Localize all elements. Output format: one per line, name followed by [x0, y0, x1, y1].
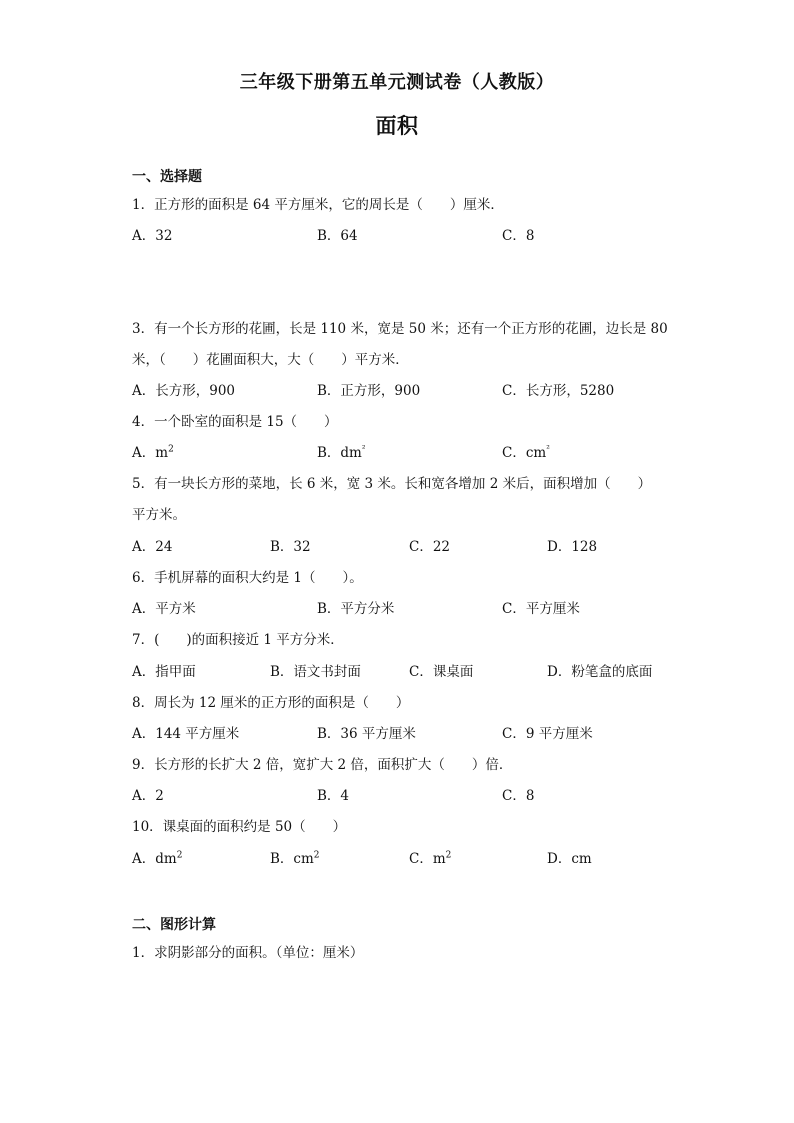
option-a: A．平方米	[132, 601, 196, 617]
question-7-options	[132, 660, 732, 680]
option-c: C．22	[409, 539, 451, 555]
question-8-options	[132, 722, 732, 742]
superscript-2: ²	[546, 444, 550, 455]
question-7-stem: 7．( )的面积接近 1 平方分米．	[132, 632, 344, 648]
option-b: B．语文书封面	[270, 664, 361, 680]
option-c: C．8	[502, 788, 535, 804]
question-1-stem: 1．正方形的面积是 64 平方厘米，它的周长是（ ）厘米．	[132, 197, 504, 213]
option-b: B．36 平方厘米	[317, 726, 416, 742]
option-d: D．cm	[547, 851, 592, 867]
option-a: A．$m^2$	[132, 444, 174, 461]
question-1-options	[132, 224, 732, 244]
option-b: B．$dm^{^2}$	[317, 444, 366, 461]
question-5-stem-line1: 5．有一块长方形的菜地，长 6 米，宽 3 米。长和宽各增加 2 米后，面积增加（ ）	[132, 476, 652, 492]
option-a: A．2	[132, 788, 164, 804]
option-a: A．$dm^2$	[132, 850, 183, 867]
superscript-2: 2	[176, 850, 183, 861]
question-10-stem: 10．课桌面的面积约是 50（ ）	[132, 819, 347, 835]
option-a: A．指甲面	[132, 664, 196, 680]
question-3-stem-line2: 米，（ ）花圃面积大，大（ ）平方米．	[132, 352, 409, 368]
section-heading-figure-calc: 二、图形计算	[132, 917, 216, 933]
page-subtitle: 面积	[375, 113, 419, 138]
option-b: B．正方形，900	[317, 383, 421, 399]
option-c: C．9 平方厘米	[502, 726, 593, 742]
option-c: C．$m^2$	[409, 850, 452, 867]
option-a: A．24	[132, 539, 173, 555]
option-a: A．长方形，900	[132, 383, 236, 399]
option-b: B．4	[317, 788, 350, 804]
section2-question-1-stem: 1．求阴影部分的面积。（单位：厘米）	[132, 945, 364, 961]
option-b: B．平方分米	[317, 601, 395, 617]
superscript-2: 2	[445, 850, 452, 861]
option-d: D．粉笔盒的底面	[547, 664, 653, 680]
option-b: B．32	[270, 539, 311, 555]
superscript-2: 2	[313, 850, 320, 861]
question-5-stem-line2: 平方米。	[132, 507, 186, 523]
question-6-options	[132, 597, 732, 617]
question-5-options	[132, 535, 732, 555]
question-6-stem: 6．手机屏幕的面积大约是 1（ ）。	[132, 570, 363, 586]
superscript-2: 2	[168, 444, 174, 455]
section-heading-choice: 一、选择题	[132, 169, 202, 185]
option-d: D．128	[547, 539, 598, 555]
question-3-options	[132, 379, 732, 399]
option-c: C．$cm^{^2}$	[502, 444, 550, 461]
question-10-options	[132, 847, 732, 867]
option-c: C．课桌面	[409, 664, 474, 680]
question-9-stem: 9．长方形的长扩大 2 倍，宽扩大 2 倍，面积扩大（ ）倍．	[132, 757, 513, 773]
option-a: A．32	[132, 228, 173, 244]
superscript-2: ²	[361, 444, 366, 455]
option-b: B．64	[317, 228, 358, 244]
question-9-options	[132, 784, 732, 804]
option-c: C．长方形，5280	[502, 383, 615, 399]
question-3-stem-line1: 3．有一个长方形的花圃，长是 110 米，宽是 50 米；还有一个正方形的花圃，边长是 80	[132, 321, 668, 337]
page-title: 三年级下册第五单元测试卷（人教版）	[239, 72, 555, 93]
option-b: B．$cm^2$	[270, 850, 320, 867]
option-c: C．8	[502, 228, 535, 244]
question-4-options	[132, 441, 732, 461]
question-8-stem: 8．周长为 12 厘米的正方形的面积是（ ）	[132, 695, 410, 711]
option-c: C．平方厘米	[502, 601, 580, 617]
option-a: A．144 平方厘米	[132, 726, 240, 742]
question-4-stem: 4．一个卧室的面积是 15（ ）	[132, 414, 338, 430]
